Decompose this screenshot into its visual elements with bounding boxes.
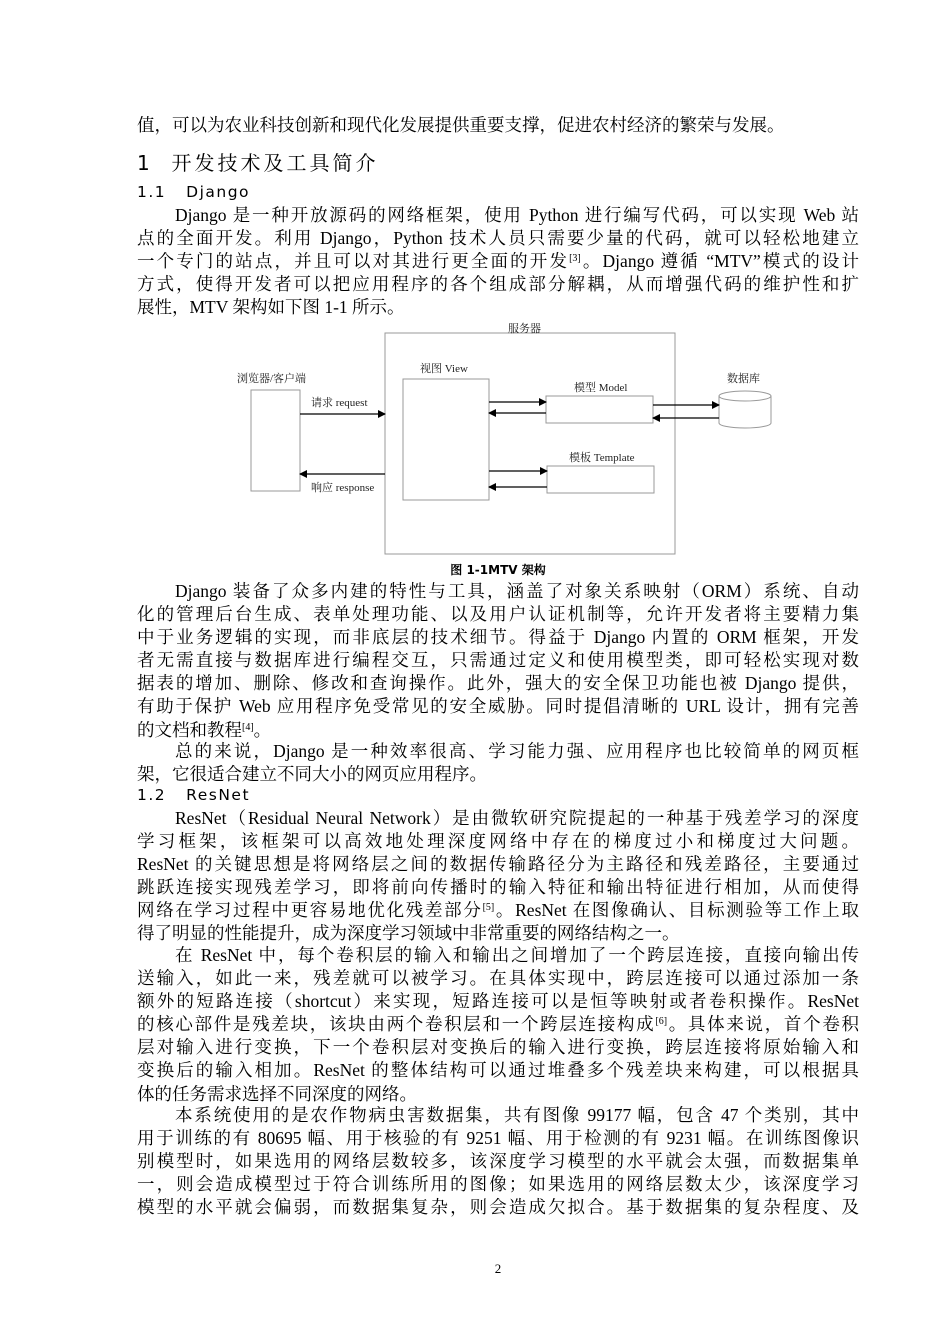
text-line — [137, 807, 859, 830]
text-line — [137, 649, 859, 672]
template-label: 模板 Template — [569, 452, 635, 464]
line-text: 总的来说，Django 是一种效率很高、学习能力强、应用程序也比较简单的网页框 — [175, 741, 859, 761]
line-text: 一，则会造成模型过于符合训练所用的图像；如果选用的网络层数太少，该深度学习 — [137, 1174, 859, 1195]
line-text: 模型的水平就会偏弱，而数据集复杂，则会造成欠拟合。基于数据集的复杂程度、及 — [137, 1197, 859, 1218]
section-title: ResNet — [186, 786, 251, 804]
text-line — [137, 853, 859, 876]
template-box — [547, 466, 654, 493]
client-box — [251, 390, 300, 491]
line-text-tail: 。Django 遵循 “MTV”模式的设计 — [580, 251, 859, 272]
view-box — [403, 379, 489, 500]
text-line — [137, 1150, 859, 1173]
line-text: 的核心部件是残差块，该块由两个卷积层和一个跨层连接构成 — [137, 1014, 656, 1035]
line-text: 展性，MTV 架构如下图 1-1 所示。 — [137, 297, 405, 318]
section-title: Django — [186, 183, 251, 201]
line-text-tail: 。ResNet 在图像确认、目标测验等工作上取 — [494, 900, 859, 921]
text-line — [137, 922, 859, 945]
section-heading-resnet — [137, 786, 250, 804]
line-text: 点的全面开发。利用 Django，Python 技术人员只需要少量的代码，就可以轻松地建立 — [137, 228, 859, 249]
mtv-architecture-diagram — [0, 0, 950, 560]
line-text: ResNet（Residual Neural Network）是由微软研究院提起的一种基于残差学习的深度 — [175, 808, 859, 828]
view-label: 视图 View — [420, 363, 468, 375]
server-label: 服务器 — [508, 323, 541, 335]
text-line — [137, 695, 859, 718]
paragraph-django-features — [137, 580, 859, 742]
text-line — [137, 719, 859, 742]
text-line — [137, 672, 859, 695]
line-text: 值，可以为农业科技创新和现代化发展提供重要支撑，促进农村经济的繁荣与发展。 — [137, 115, 785, 135]
line-text: 层对输入进行变换，下一个卷积层对变换后的输入进行变换，跨层连接将原始输入和 — [137, 1037, 859, 1058]
line-text: 者无需直接与数据库进行编程交互，只需通过定义和使用模型类，即可轻松实现对数 — [137, 650, 859, 671]
text-line — [137, 1013, 859, 1036]
text-line — [137, 944, 859, 967]
line-text: 本系统使用的是农作物病虫害数据集，共有图像 99177 幅，包含 47 个类别，其中 — [175, 1105, 859, 1125]
paragraph-dataset — [137, 1104, 859, 1219]
text-line — [137, 603, 859, 626]
text-line — [137, 1059, 859, 1082]
line-text: 有助于保护 Web 应用程序免受常见的安全威胁。同时提倡清晰的 URL 设计，拥有完善 — [137, 696, 859, 717]
line-text: 方式，使得开发者可以把应用程序的各个组成部分解耦，从而增强代码的维护性和扩 — [137, 274, 859, 295]
citation-reference: [6] — [655, 1016, 668, 1028]
text-line — [137, 830, 859, 853]
line-text-tail: 。具体来说，首个卷积 — [667, 1014, 860, 1035]
text-line — [137, 967, 859, 990]
line-text: 变换后的输入相加。ResNet 的整体结构可以通过堆叠多个残差块来构建，可以根据具 — [137, 1060, 859, 1081]
paragraph-django-summary — [137, 740, 859, 786]
chapter-title: 开发技术及工具简介 — [171, 151, 379, 175]
line-text: 中于业务逻辑的实现，而非底层的技术细节。得益于 Django 内置的 ORM 框架，开发 — [137, 627, 859, 648]
text-line — [137, 1036, 859, 1059]
line-text: 额外的短路连接（shortcut）来实现，短路连接可以是恒等映射或者卷积操作。ResNet — [137, 991, 859, 1012]
section-number: 1.1 — [137, 183, 167, 201]
text-line — [137, 626, 859, 649]
text-line — [137, 990, 859, 1013]
line-text: 据表的增加、删除、修改和查询操作。此外，强大的安全保卫功能也被 Django 提供， — [137, 673, 859, 694]
line-text: 学习框架，该框架可以高效地处理深度网络中存在的梯度过小和梯度过大问题。 — [137, 831, 859, 852]
line-text: 化的管理后台生成、表单处理功能、以及用户认证机制等，允许开发者将主要精力集 — [137, 604, 859, 625]
paragraph-resnet-intro — [137, 807, 859, 946]
page-number: 2 — [494, 1261, 502, 1276]
text-line — [137, 1196, 859, 1219]
citation-reference: [5] — [482, 902, 495, 914]
database-icon — [719, 391, 771, 428]
line-text: 一个专门的站点，并且可以对其进行更全面的开发 — [137, 251, 570, 272]
chapter-number: 1 — [137, 151, 153, 175]
text-line — [137, 763, 859, 786]
line-text: 在 ResNet 中，每个卷积层的输入和输出之间增加了一个跨层连接，直接向输出传 — [175, 945, 859, 965]
text-line — [137, 740, 859, 763]
model-box — [546, 396, 653, 423]
text-line — [137, 1083, 859, 1106]
line-text: ResNet 的关键思想是将网络层之间的数据传输路径分为主路径和残差路径，主要通过 — [137, 854, 859, 875]
line-text: 跳跃连接实现残差学习，即将前向传播时的输入特征和输出特征进行相加，从而使得 — [137, 877, 859, 898]
text-line — [137, 876, 859, 899]
line-text: 送输入，如此一来，残差就可以被学习。在具体实现中，跨层连接可以通过添加一条 — [137, 968, 859, 989]
database-label: 数据库 — [727, 373, 760, 385]
line-text: 别模型时，如果选用的网络层数较多，该深度学习模型的水平就会太强，而数据集单 — [137, 1151, 859, 1172]
line-text: 的文档和教程 — [137, 719, 242, 740]
paragraph-resnet-structure — [137, 944, 859, 1106]
citation-reference: [4] — [242, 721, 254, 733]
request-label: 请求 request — [311, 397, 368, 409]
section-number: 1.2 — [137, 786, 167, 804]
text-line — [137, 899, 859, 922]
text-line — [137, 580, 859, 603]
line-text: Django 装备了众多内建的特性与工具，涵盖了对象关系映射（ORM）系统、自动 — [175, 581, 859, 601]
line-text: 网络在学习过程中更容易地优化残差部分 — [137, 900, 483, 921]
text-line — [137, 1173, 859, 1196]
client-label: 浏览器/客户端 — [237, 373, 307, 385]
line-text: Django 是一种开放源码的网络框架，使用 Python 进行编写代码，可以实现 Web 站 — [175, 205, 859, 225]
line-text: 架，它很适合建立不同大小的网页应用程序。 — [137, 764, 487, 785]
line-text: 用于训练的有 80695 幅、用于核验的有 9251 幅、用于检测的有 9231 幅。在训练图像识 — [137, 1128, 859, 1149]
model-label: 模型 Model — [574, 382, 628, 394]
figure-caption: 图 1-1MTV 架构 — [450, 563, 546, 577]
text-line — [137, 1104, 859, 1127]
line-text: 体的任务需求选择不同深度的网络。 — [137, 1083, 417, 1104]
line-text: 得了明显的性能提升，成为深度学习领域中非常重要的网络结构之一。 — [137, 923, 680, 944]
citation-reference: [3] — [569, 253, 581, 265]
line-text-tail: 。 — [253, 719, 272, 740]
text-line — [137, 1127, 859, 1150]
response-label: 响应 response — [311, 482, 375, 494]
